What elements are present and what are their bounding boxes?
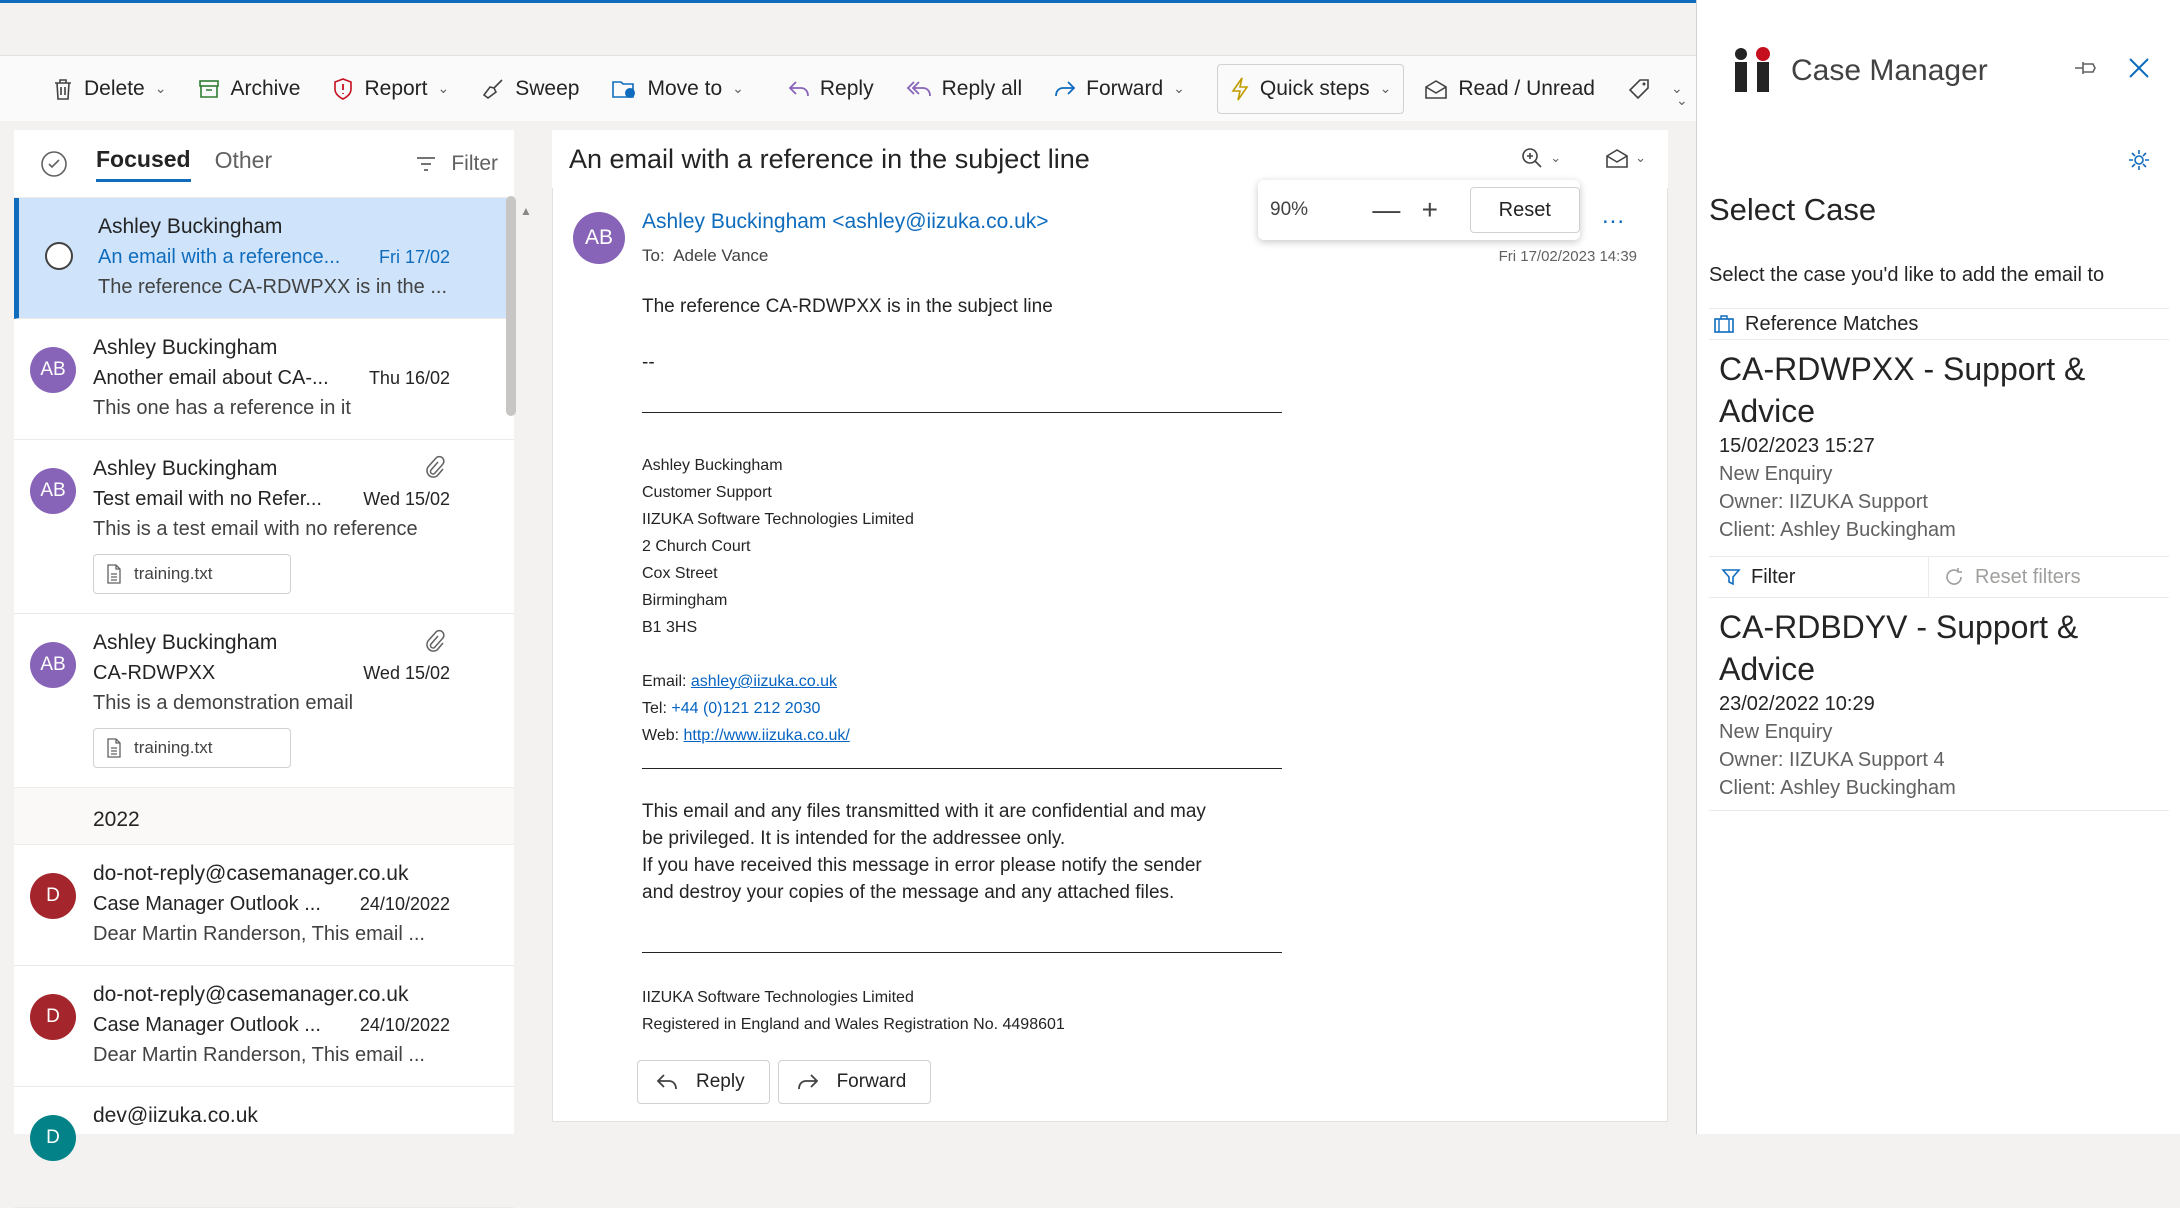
web-label: Web:	[642, 727, 680, 744]
list-item[interactable]	[14, 845, 514, 966]
sender-name: Ashley Buckingham	[93, 336, 278, 359]
read-unread-label: Read / Unread	[1458, 76, 1595, 100]
filter-label: Filter	[451, 152, 498, 175]
zoom-level: 90%	[1270, 199, 1309, 220]
broom-icon	[481, 77, 505, 101]
case-card[interactable]	[1719, 348, 2149, 544]
divider	[1709, 810, 2169, 811]
reply-all-label: Reply all	[941, 76, 1023, 100]
gear-icon[interactable]	[2127, 148, 2151, 172]
document-icon	[106, 738, 122, 758]
case-title: CA-RDWPXX - Support &	[1719, 351, 2086, 387]
envelope-open-icon	[1605, 147, 1629, 169]
avatar: D	[30, 1115, 76, 1161]
sender-name: do-not-reply@casemanager.co.uk	[93, 983, 409, 1006]
message-list-header	[14, 130, 514, 198]
inline-forward-label: Forward	[836, 1071, 907, 1092]
chevron-down-icon[interactable]: ⌄	[1379, 80, 1392, 96]
scroll-up-arrow-icon[interactable]: ▲	[520, 204, 532, 218]
forward-icon	[797, 1072, 819, 1092]
date: 24/10/2022	[359, 1015, 450, 1035]
footer-company: IIZUKA Software Technologies Limited	[642, 989, 914, 1006]
reply-label: Reply	[819, 76, 874, 100]
chevron-down-icon[interactable]: ⌄	[1173, 80, 1185, 96]
signature-role: Customer Support	[642, 484, 772, 501]
disclaimer	[642, 798, 1282, 906]
zoom-reset-button[interactable]: Reset	[1470, 187, 1581, 233]
avatar: AB	[30, 347, 76, 393]
read-unread-button[interactable]	[1412, 64, 1607, 114]
sender-address[interactable]: Ashley Buckingham <ashley@iizuka.co.uk>	[642, 210, 1049, 233]
message-list-scrollbar[interactable]	[506, 196, 516, 416]
zoom-in-icon	[1520, 146, 1544, 170]
reset-filters-button[interactable]	[1929, 566, 2081, 589]
sender-name: Ashley Buckingham	[93, 457, 278, 480]
date: 24/10/2022	[359, 894, 450, 914]
envelope-open-icon	[1424, 78, 1448, 100]
message-list	[14, 130, 514, 1148]
case-status: New Enquiry	[1719, 721, 1833, 743]
chevron-down-icon[interactable]: ⌄	[154, 80, 167, 96]
avatar: D	[30, 994, 76, 1040]
delete-label: Delete	[84, 76, 145, 100]
tab-focused[interactable]: Focused	[96, 146, 191, 182]
archive-label: Archive	[230, 76, 301, 100]
case-date: 23/02/2022 10:29	[1719, 693, 1875, 715]
signature-address-line: 2 Church Court	[642, 538, 751, 555]
date: Wed 15/02	[363, 663, 450, 683]
chevron-down-icon[interactable]: ⌄	[732, 80, 744, 96]
avatar: AB	[30, 642, 76, 688]
case-manager-pane	[1696, 0, 2180, 1134]
zoom-out-button[interactable]: —	[1372, 194, 1401, 225]
signature-postcode: B1 3HS	[642, 619, 698, 636]
sender-name: Ashley Buckingham	[93, 631, 278, 654]
list-item[interactable]	[14, 440, 514, 614]
sender-name: Ashley Buckingham	[98, 215, 283, 238]
email-link[interactable]: ashley@iizuka.co.uk	[690, 673, 837, 690]
to-label: To:	[642, 246, 665, 265]
case-owner: Owner: IIZUKA Support 4	[1719, 749, 1945, 771]
email-subject: An email with a reference in the subject line	[569, 144, 1090, 174]
case-title: Advice	[1719, 651, 1816, 687]
command-toolbar	[0, 55, 1696, 121]
move-to-label: Move to	[647, 76, 723, 100]
report-label: Report	[364, 76, 428, 100]
toolbar-overflow-chevron-icon[interactable]: ⌄	[1676, 92, 1688, 108]
chevron-down-icon[interactable]: ⌄	[437, 80, 450, 96]
pin-icon[interactable]	[2073, 58, 2099, 78]
pane-title: Case Manager	[1791, 54, 1988, 87]
footer-block	[642, 984, 1065, 1038]
briefcase-icon	[1713, 314, 1735, 334]
zoom-button[interactable]	[1520, 146, 1561, 170]
list-item[interactable]	[14, 1087, 514, 1208]
case-filter-button[interactable]	[1709, 556, 1929, 598]
forward-label: Forward	[1086, 76, 1164, 100]
select-all-circle-icon[interactable]	[40, 150, 68, 178]
web-link[interactable]: http://www.iizuka.co.uk/	[683, 727, 850, 744]
forward-button[interactable]	[1042, 64, 1197, 114]
footer-registration: Registered in England and Wales Registration No. 4498601	[642, 1016, 1065, 1033]
sender-name: dev@iizuka.co.uk	[93, 1104, 258, 1127]
list-item[interactable]	[14, 966, 514, 1087]
preview: This is a test email with no reference	[93, 518, 418, 540]
list-item[interactable]	[14, 198, 514, 319]
funnel-icon	[1721, 567, 1741, 587]
date: Fri 17/02	[378, 247, 450, 267]
case-title: Advice	[1719, 393, 1816, 429]
case-owner: Owner: IIZUKA Support	[1719, 491, 1928, 513]
preview: This one has a reference in it	[93, 397, 351, 419]
trash-icon	[52, 77, 74, 101]
subject: Test email with no Refer...	[93, 488, 322, 510]
title-bar	[0, 3, 1696, 55]
close-icon[interactable]	[2127, 56, 2151, 80]
mark-read-button[interactable]	[1605, 147, 1646, 169]
date: Thu 16/02	[368, 368, 450, 388]
chevron-down-icon: ⌄	[1550, 150, 1562, 165]
recipient-name[interactable]: Adele Vance	[673, 246, 769, 265]
tel-link[interactable]: +44 (0)121 212 2030	[671, 700, 821, 717]
select-radio[interactable]	[45, 242, 73, 270]
reference-matches-label: Reference Matches	[1745, 312, 1919, 335]
email-label: Email:	[642, 673, 687, 690]
subject: CA-RDWPXX	[93, 662, 216, 684]
avatar: AB	[573, 212, 625, 264]
tel-label: Tel:	[642, 700, 667, 717]
zoom-popup	[1258, 180, 1580, 240]
attachment-name: training.txt	[134, 564, 213, 583]
document-icon	[106, 564, 122, 584]
date: Wed 15/02	[363, 489, 450, 509]
disclaimer-line: This email and any files transmitted with it are confidential and may	[642, 801, 1206, 822]
filter-lines-icon	[415, 155, 437, 173]
sweep-label: Sweep	[515, 76, 580, 100]
archive-icon	[198, 78, 220, 100]
inline-forward-button[interactable]	[778, 1060, 932, 1104]
signature-city: Birmingham	[642, 592, 728, 609]
list-item[interactable]	[14, 614, 514, 788]
case-filter-bar	[1709, 556, 2169, 598]
reading-pane	[552, 188, 1668, 1122]
body-text: The reference CA-RDWPXX is in the subject line	[642, 296, 1053, 317]
subject: Another email about CA-...	[93, 367, 329, 389]
chevron-down-icon: ⌄	[1635, 150, 1646, 165]
subject: Case Manager Outlook ...	[93, 1014, 321, 1036]
reply-icon	[788, 79, 810, 99]
sender-name: do-not-reply@casemanager.co.uk	[93, 862, 409, 885]
subject: An email with a reference...	[98, 246, 341, 268]
disclaimer-line: and destroy your copies of the message and any attached files.	[642, 882, 1175, 903]
divider	[642, 412, 1282, 413]
case-client: Client: Ashley Buckingham	[1719, 519, 1956, 541]
reply-all-button[interactable]	[894, 64, 1035, 114]
forward-icon	[1054, 79, 1076, 99]
divider	[642, 952, 1282, 953]
folder-move-icon	[611, 78, 637, 100]
report-button[interactable]	[320, 64, 461, 114]
tab-other[interactable]: Other	[214, 147, 273, 173]
case-card[interactable]	[1719, 606, 2149, 802]
attachment-chip[interactable]	[93, 554, 291, 594]
preview: This is a demonstration email	[93, 692, 354, 714]
attachment-name: training.txt	[134, 738, 213, 757]
disclaimer-line: If you have received this message in error please notify the sender	[642, 855, 1202, 876]
paperclip-icon	[424, 456, 444, 480]
lightning-icon	[1230, 76, 1250, 102]
recipients	[642, 246, 768, 266]
shield-alert-icon	[332, 77, 354, 101]
inline-reply-button[interactable]	[637, 1060, 770, 1104]
delete-button[interactable]	[40, 64, 178, 114]
refresh-icon	[1943, 566, 1965, 588]
select-case-subtitle: Select the case you'd like to add the email to	[1709, 264, 2105, 286]
more-actions-button[interactable]: ...	[1601, 202, 1625, 229]
inline-reply-label: Reply	[696, 1071, 745, 1092]
case-filter-label: Filter	[1751, 565, 1796, 588]
year-group-header: 2022	[14, 788, 514, 845]
tag-icon	[1627, 77, 1651, 101]
preview: The reference CA-RDWPXX is in the ...	[98, 276, 448, 298]
reference-matches-header	[1709, 308, 2169, 340]
quick-steps-label: Quick steps	[1259, 76, 1370, 100]
sweep-button[interactable]	[469, 64, 591, 114]
sent-datetime: Fri 17/02/2023 14:39	[1498, 248, 1637, 265]
zoom-in-button[interactable]: +	[1421, 194, 1438, 225]
signature-address-line: Cox Street	[642, 565, 718, 582]
move-to-button[interactable]	[599, 64, 755, 114]
case-client: Client: Ashley Buckingham	[1719, 777, 1956, 799]
signature-dashes: --	[642, 352, 655, 373]
paperclip-icon	[424, 630, 444, 654]
reply-icon	[656, 1072, 678, 1092]
signature-name: Ashley Buckingham	[642, 457, 783, 474]
case-date: 15/02/2023 15:27	[1719, 435, 1875, 457]
list-item[interactable]	[14, 319, 514, 440]
reset-filters-label: Reset filters	[1975, 565, 2081, 588]
archive-button[interactable]	[186, 64, 312, 114]
quick-steps-button[interactable]	[1217, 64, 1404, 114]
signature-block	[642, 452, 914, 749]
filter-button[interactable]	[415, 152, 498, 176]
select-case-heading: Select Case	[1709, 192, 1877, 227]
divider	[642, 768, 1282, 769]
reply-actions	[637, 1060, 931, 1104]
reply-all-icon	[906, 79, 932, 99]
attachment-chip[interactable]	[93, 728, 291, 768]
disclaimer-line: be privileged. It is intended for the addressee only.	[642, 828, 1066, 849]
case-manager-logo-icon	[1733, 46, 1773, 94]
avatar: D	[30, 873, 76, 919]
case-title: CA-RDBDYV - Support &	[1719, 609, 2079, 645]
signature-company: IIZUKA Software Technologies Limited	[642, 511, 914, 528]
chevron-down-icon[interactable]: ⌄	[1670, 80, 1683, 96]
subject: Case Manager Outlook ...	[93, 893, 321, 915]
case-status: New Enquiry	[1719, 463, 1833, 485]
preview: Dear Martin Randerson, This email ...	[93, 923, 425, 945]
reply-button[interactable]	[776, 64, 886, 114]
avatar: AB	[30, 468, 76, 514]
preview: Dear Martin Randerson, This email ...	[93, 1044, 425, 1066]
